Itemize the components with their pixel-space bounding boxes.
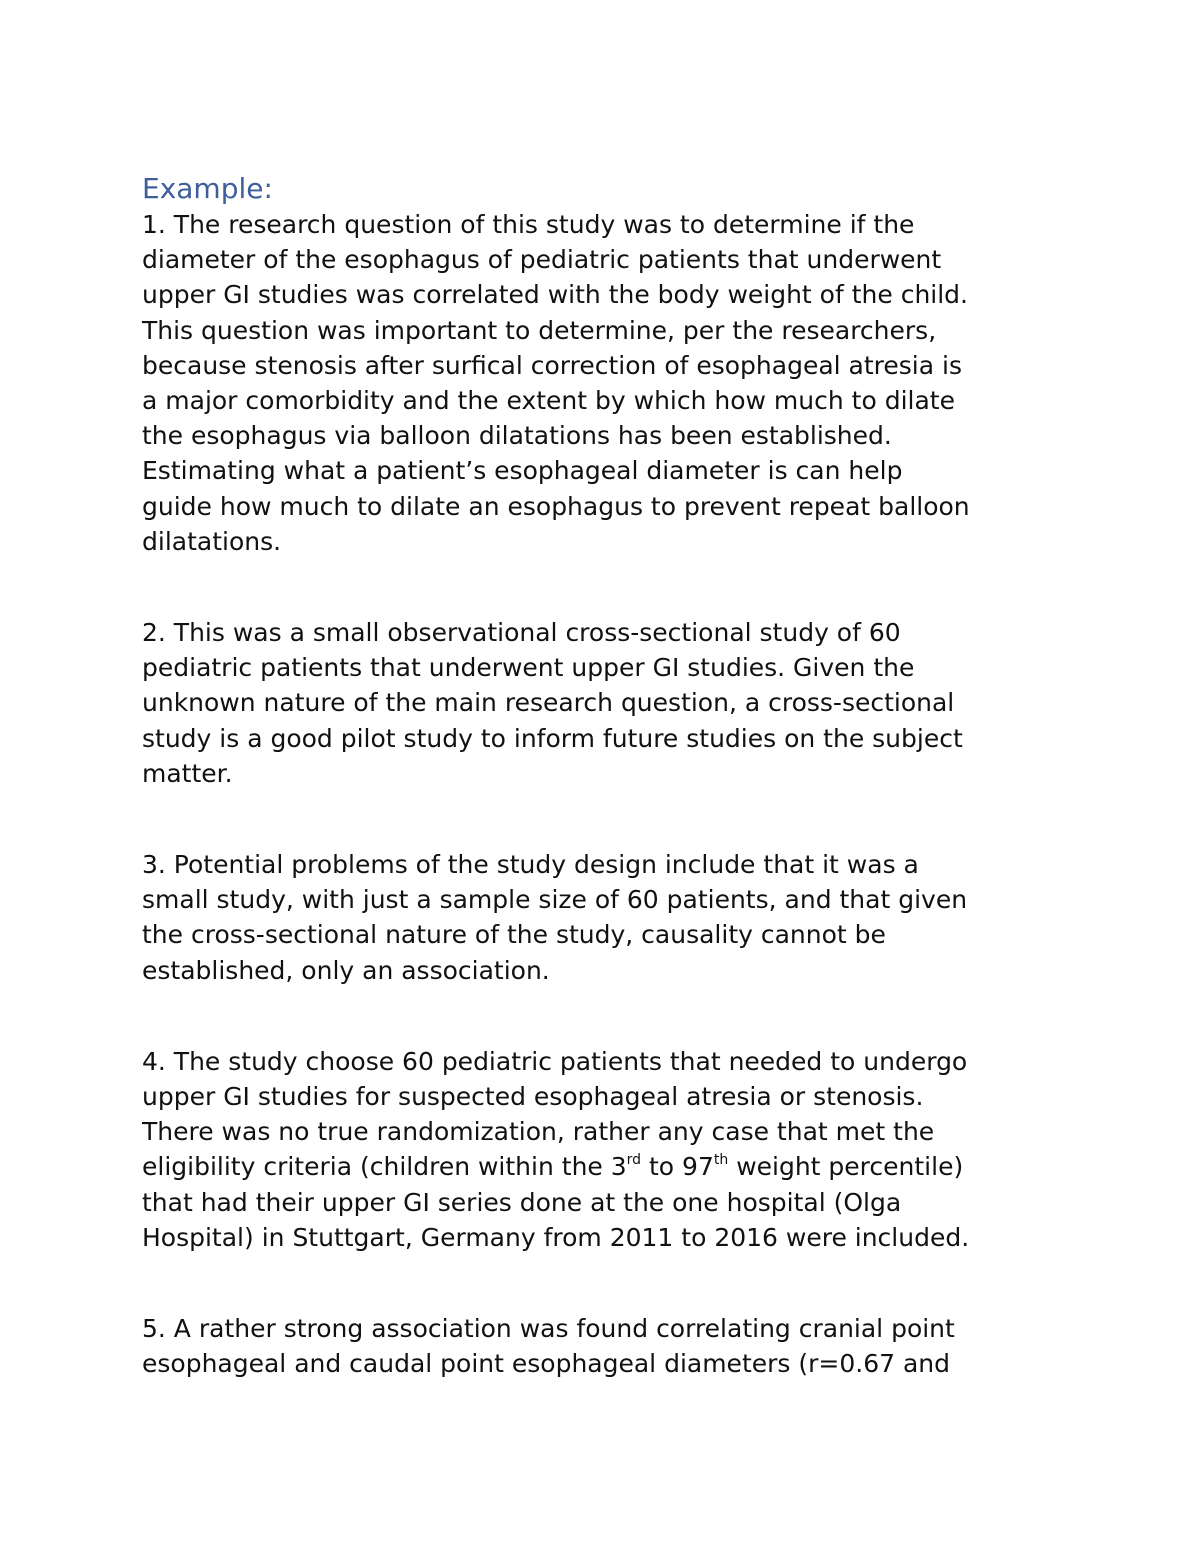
paragraph-4	[142, 1044, 1057, 1255]
paragraph-line: 2. This was a small observational cross-sectional study of 60	[142, 618, 901, 648]
paragraph-3	[142, 847, 1057, 988]
paragraph-line: that had their upper GI series done at the one hospital (Olga	[142, 1187, 902, 1217]
paragraph-line: guide how much to dilate an esophagus to prevent repeat balloon	[142, 491, 970, 521]
paragraph-line: diameter of the esophagus of pediatric patients that underwent	[142, 245, 942, 275]
paragraph-line: the esophagus via balloon dilatations has been established.	[142, 421, 892, 451]
paragraph-5	[142, 1311, 1057, 1381]
paragraph-line: the cross-sectional nature of the study, causality cannot be	[142, 920, 886, 950]
paragraph-line: This question was important to determine, per the researchers,	[142, 315, 937, 345]
paragraph-line: 3. Potential problems of the study design include that it was a	[142, 850, 919, 880]
paragraph-2	[142, 615, 1057, 791]
document-body	[142, 171, 1057, 1381]
paragraph-line: Estimating what a patient’s esophageal diameter is can help	[142, 456, 903, 486]
heading-example: Example:	[142, 172, 273, 205]
text-segment: weight percentile)	[728, 1152, 964, 1182]
paragraph-line: esophageal and caudal point esophageal diameters (r=0.67 and	[142, 1349, 950, 1379]
paragraph-line: upper GI studies was correlated with the body weight of the child.	[142, 280, 969, 310]
superscript-th: th	[713, 1152, 729, 1169]
paragraph-spacer	[142, 988, 1057, 1044]
paragraph-line: a major comorbidity and the extent by which how much to dilate	[142, 386, 955, 416]
paragraph-line: small study, with just a sample size of 60 patients, and that given	[142, 885, 968, 915]
paragraph-line: pediatric patients that underwent upper GI studies. Given the	[142, 653, 915, 683]
paragraph-line: Hospital) in Stuttgart, Germany from 2011 to 2016 were included.	[142, 1222, 970, 1252]
paragraph-spacer	[142, 559, 1057, 615]
paragraph-line: 4. The study choose 60 pediatric patients that needed to undergo	[142, 1046, 968, 1076]
text-segment: to 97	[641, 1152, 714, 1182]
paragraph-line-with-superscripts	[142, 1149, 1057, 1184]
paragraph-line: There was no true randomization, rather any case that met the	[142, 1117, 935, 1147]
paragraph-line: dilatations.	[142, 526, 282, 556]
superscript-rd: rd	[626, 1152, 642, 1169]
paragraph-1	[142, 207, 1057, 559]
paragraph-line: established, only an association.	[142, 955, 550, 985]
paragraph-line: 1. The research question of this study was to determine if the	[142, 210, 915, 239]
paragraph-line: matter.	[142, 758, 233, 788]
paragraph-line: study is a good pilot study to inform future studies on the subject	[142, 723, 963, 753]
paragraph-line: unknown nature of the main research question, a cross-sectional	[142, 688, 955, 718]
paragraph-line: upper GI studies for suspected esophageal atresia or stenosis.	[142, 1082, 924, 1112]
text-segment: eligibility criteria (children within the 3	[142, 1152, 627, 1182]
paragraph-line: because stenosis after surfical correction of esophageal atresia is	[142, 350, 962, 380]
paragraph-spacer	[142, 1255, 1057, 1311]
paragraph-spacer	[142, 791, 1057, 847]
paragraph-line: 5. A rather strong association was found correlating cranial point	[142, 1314, 955, 1344]
